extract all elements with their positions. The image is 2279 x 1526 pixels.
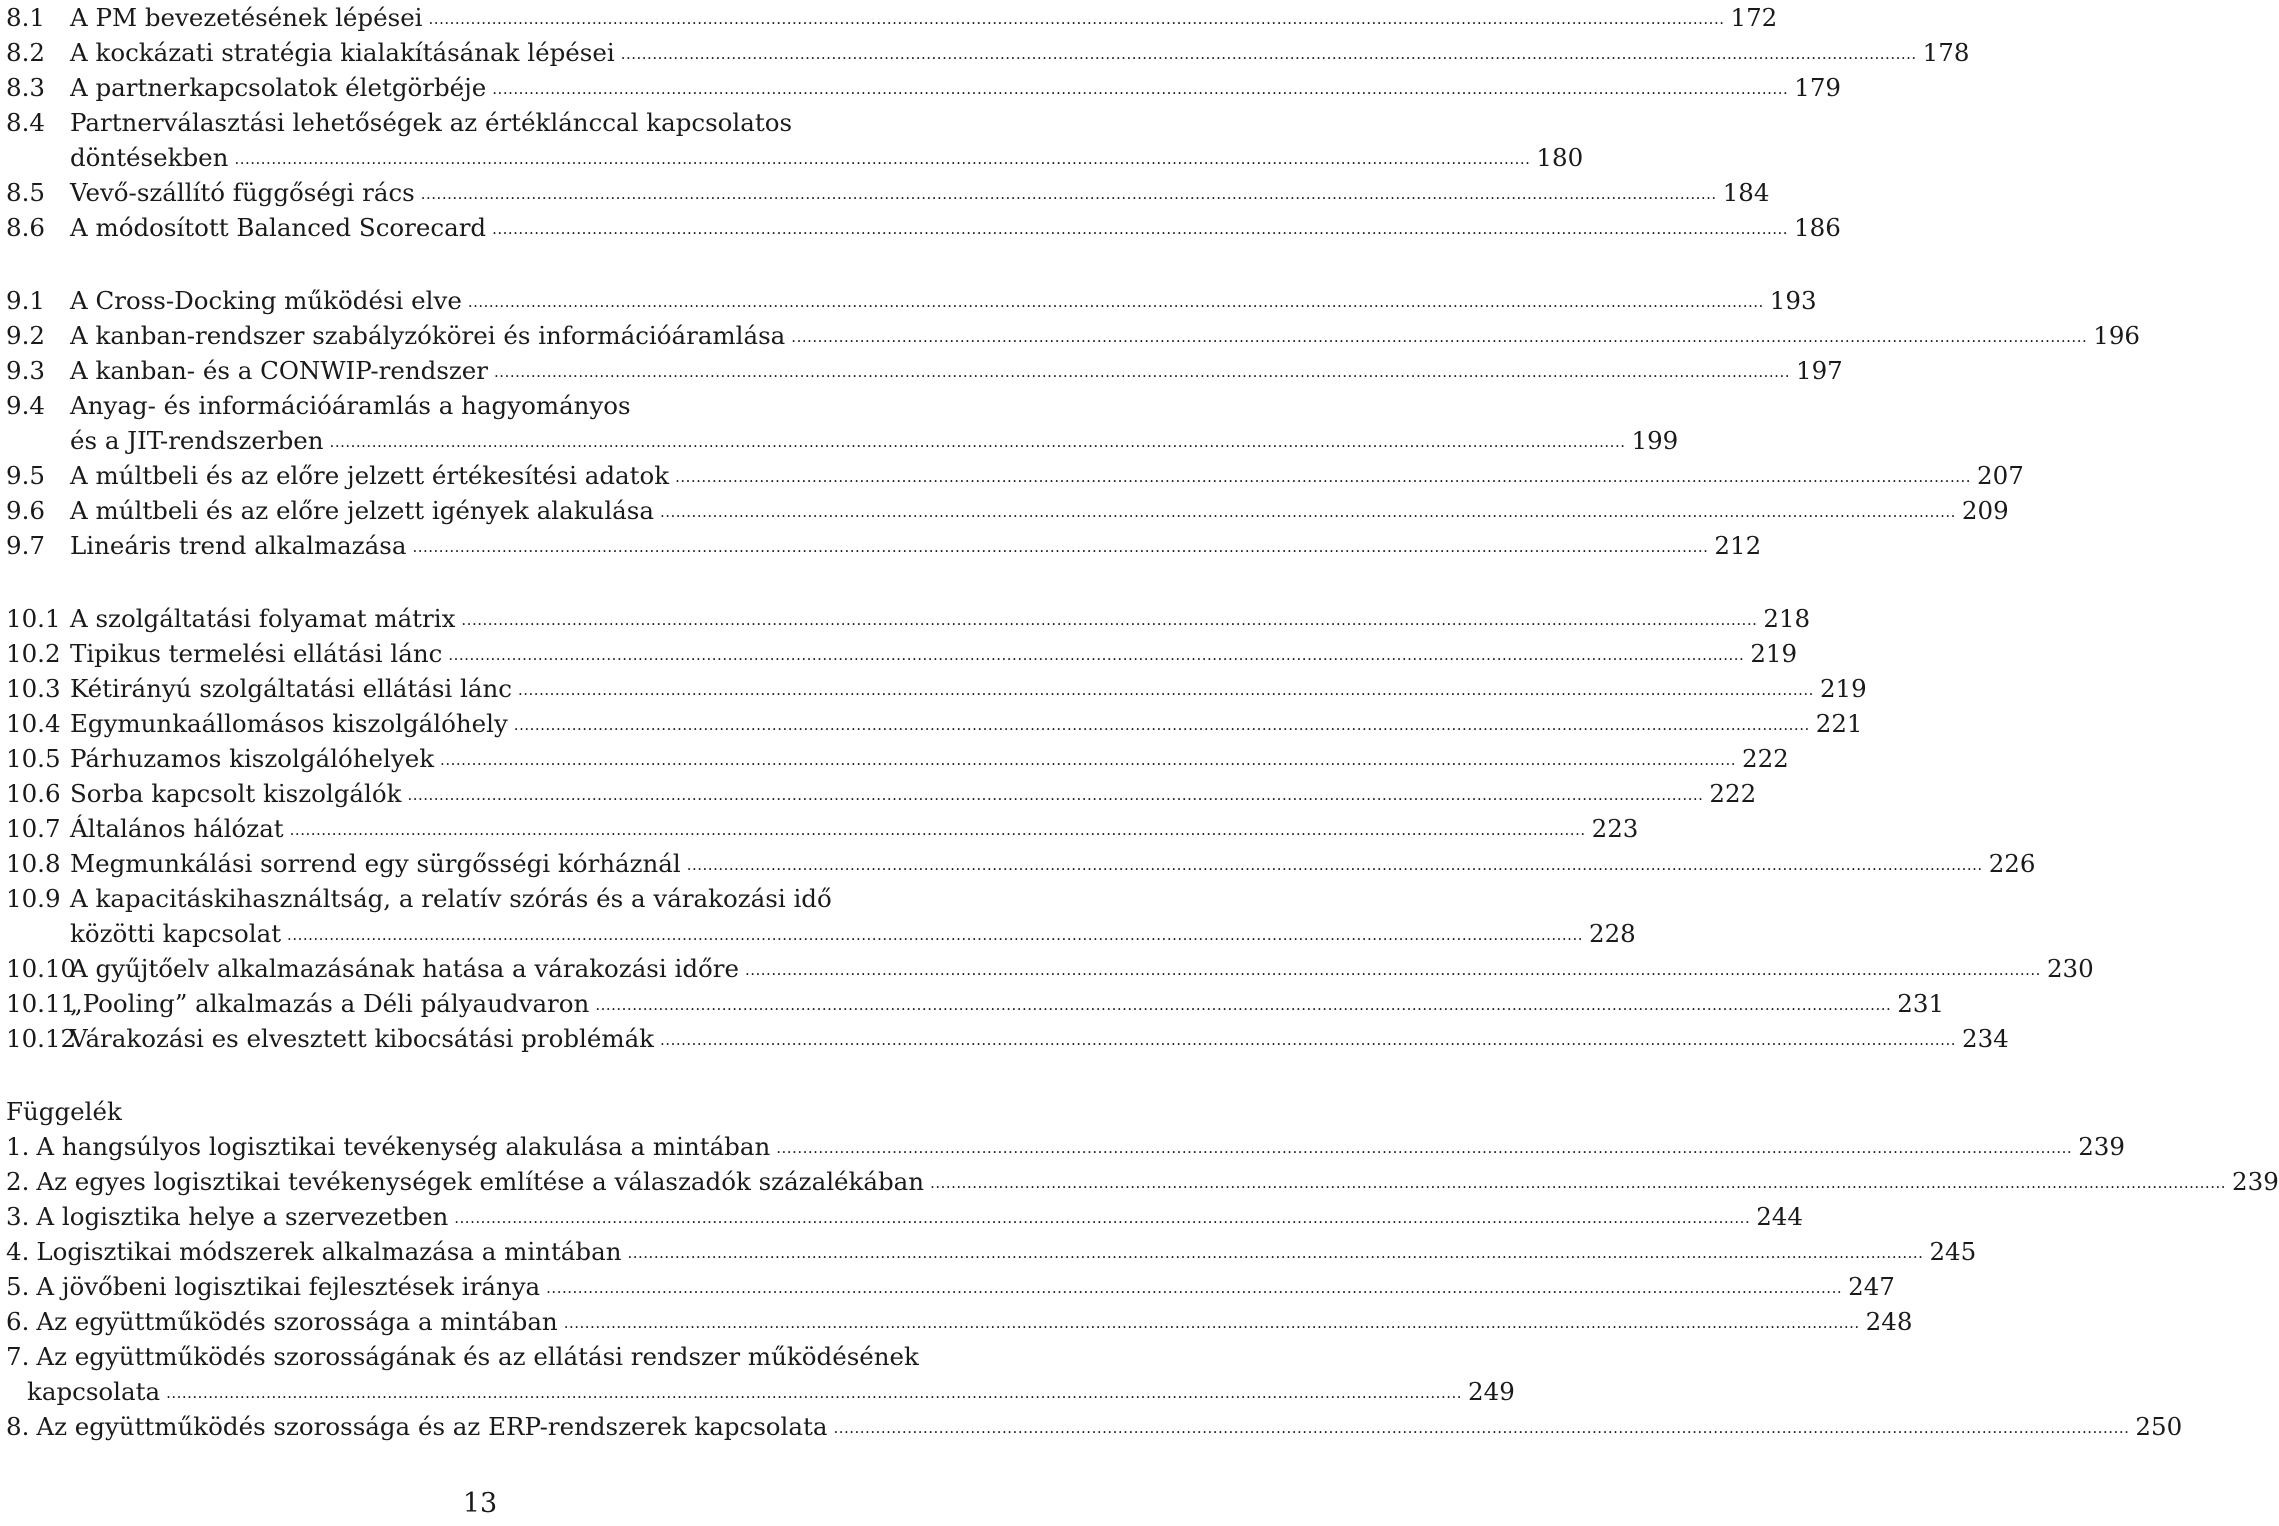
toc-entry-continuation [6, 423, 1679, 458]
entry-number: 9.2 [6, 321, 45, 350]
section-spacer [6, 245, 958, 283]
entry-title: Várakozási es elvesztett kibocsátási problémák [70, 1024, 655, 1053]
entry-number: 10.4 [6, 709, 61, 738]
entry-page: 207 [1977, 461, 2024, 490]
entry-title: Partnerválasztási lehetőségek az értéklánccal kapcsolatos [70, 108, 793, 137]
entry-page: 199 [1631, 426, 1679, 455]
entry-number: 9.5 [6, 461, 45, 490]
entry-title: Vevő-szállító függőségi rács [70, 178, 415, 207]
entry-title-continuation: közötti kapcsolat [70, 919, 282, 948]
entry-page: 184 [1722, 178, 1770, 207]
entry-title: Tipikus termelési ellátási lánc [70, 639, 443, 668]
toc-entry [6, 636, 1798, 671]
entry-page: 209 [1961, 496, 2009, 525]
entry-number: 10.3 [6, 674, 61, 703]
toc-entry [6, 175, 1770, 210]
entry-number: 9.1 [6, 286, 45, 315]
entry-title: A Cross-Docking működési elve [70, 286, 462, 315]
toc-entry [6, 105, 958, 140]
toc-entry [6, 1164, 2279, 1199]
dot-leader [546, 1271, 1842, 1306]
entry-page: 212 [1714, 531, 1762, 560]
entry-number: 6. [6, 1307, 30, 1336]
appendix-heading: Függelék [6, 1097, 122, 1126]
toc-entry [6, 986, 1945, 1021]
entry-number: 10.2 [6, 639, 61, 668]
dot-leader [461, 603, 1757, 638]
toc-entry [6, 671, 1867, 706]
entry-number: 10.5 [6, 744, 61, 773]
toc-section-10 [6, 601, 2094, 1056]
dot-leader [514, 708, 1810, 743]
entry-page: 249 [1468, 1377, 1515, 1406]
entry-title-continuation: kapcsolata [27, 1377, 161, 1406]
entry-title: A szolgáltatási folyamat mátrix [70, 604, 456, 633]
dot-leader [791, 320, 2087, 355]
entry-number: 2. [6, 1167, 30, 1196]
entry-title: A kanban-rendszer szabályzókörei és információáramlása [70, 321, 786, 350]
entry-title: „Pooling” alkalmazás a Déli pályaudvaron [70, 989, 590, 1018]
entry-number: 8.1 [6, 3, 45, 32]
dot-leader [621, 37, 1917, 72]
entry-number: 7. [6, 1342, 30, 1371]
toc-entry [6, 528, 1762, 563]
toc-entry [6, 210, 1841, 245]
toc-entry [6, 1129, 2125, 1164]
dot-leader [776, 1131, 2072, 1166]
entry-title: Lineáris trend alkalmazása [70, 531, 407, 560]
toc-section-8 [6, 0, 1970, 245]
dot-leader [564, 1306, 1860, 1341]
entry-page: 245 [1929, 1237, 1977, 1266]
entry-page: 196 [2093, 321, 2141, 350]
dot-leader [287, 918, 1583, 953]
toc-entry [6, 353, 1843, 388]
entry-title: A jövőbeni logisztikai fejlesztések iránya [36, 1272, 541, 1301]
dot-leader [494, 355, 1790, 390]
entry-page: 244 [1756, 1202, 1803, 1231]
toc-entry [6, 601, 1811, 636]
dot-leader [440, 743, 1736, 778]
dot-leader [429, 2, 1725, 37]
toc-entry [6, 493, 2009, 528]
toc-entry [6, 318, 2141, 353]
dot-leader [407, 778, 1703, 813]
entry-title: A múltbeli és az előre jelzett értékesítési adatok [70, 461, 670, 490]
entry-page: 239 [2078, 1132, 2125, 1161]
toc-entry [6, 1199, 1803, 1234]
entry-number: 10.7 [6, 814, 61, 843]
entry-page: 239 [2232, 1167, 2279, 1196]
toc-entry [6, 881, 958, 916]
entry-page: 226 [1988, 849, 2036, 878]
dot-leader [595, 988, 1891, 1023]
entry-title: A gyűjtőelv alkalmazásának hatása a várakozási időre [70, 954, 739, 983]
toc-entry [6, 741, 1789, 776]
toc-entry [6, 458, 2024, 493]
dot-leader [492, 212, 1788, 247]
entry-page: 172 [1730, 3, 1778, 32]
entry-title: A logisztika helye a szervezetben [36, 1202, 449, 1231]
dot-leader [468, 285, 1764, 320]
entry-page: 228 [1589, 919, 1636, 948]
entry-number: 10.8 [6, 849, 61, 878]
entry-page: 179 [1794, 73, 1841, 102]
toc-entry [6, 776, 1757, 811]
toc-entry-continuation [6, 1374, 1515, 1409]
dot-leader [290, 813, 1586, 848]
entry-page: 222 [1709, 779, 1757, 808]
section-spacer [6, 563, 958, 601]
dot-leader [330, 425, 1626, 460]
entry-number: 9.4 [6, 391, 45, 420]
toc-entry [6, 0, 1778, 35]
entry-title: A kockázati stratégia kialakításának lépései [70, 38, 615, 67]
entry-page: 180 [1536, 143, 1584, 172]
dot-leader [492, 72, 1788, 107]
entry-page: 247 [1848, 1272, 1895, 1301]
entry-number: 10.11 [6, 989, 77, 1018]
toc-entry [6, 1269, 1895, 1304]
entry-number: 10.10 [6, 954, 77, 983]
dot-leader [234, 142, 1530, 177]
dot-leader [421, 177, 1717, 212]
entry-number: 8. [6, 1412, 30, 1441]
entry-page: 193 [1769, 286, 1817, 315]
entry-page: 223 [1591, 814, 1639, 843]
toc-entry [6, 1409, 2183, 1444]
entry-title-continuation: döntésekben [70, 143, 229, 172]
entry-number: 10.12 [6, 1024, 77, 1053]
dot-leader [448, 638, 1744, 673]
entry-number: 5. [6, 1272, 30, 1301]
entry-title-continuation: és a JIT-rendszerben [70, 426, 324, 455]
entry-number: 10.9 [6, 884, 61, 913]
entry-number: 10.1 [6, 604, 61, 633]
entry-page: 186 [1794, 213, 1841, 242]
entry-title: A PM bevezetésének lépései [70, 3, 423, 32]
dot-leader [675, 460, 1971, 495]
entry-title: Az együttműködés szorossága a mintában [36, 1307, 558, 1336]
dot-leader [518, 673, 1814, 708]
dot-leader [660, 495, 1956, 530]
entry-page: 250 [2135, 1412, 2183, 1441]
entry-page: 230 [2046, 954, 2094, 983]
entry-title: A kanban- és a CONWIP-rendszer [70, 356, 489, 385]
entry-title: Anyag- és információáramlás a hagyományos [70, 391, 631, 420]
toc-entry [6, 706, 1863, 741]
dot-leader [833, 1411, 2129, 1446]
entry-number: 8.6 [6, 213, 45, 242]
entry-page: 197 [1795, 356, 1843, 385]
entry-title: Az együttműködés szorosságának és az ellátási rendszer működésének [36, 1342, 919, 1371]
dot-leader [166, 1376, 1462, 1411]
entry-page: 248 [1865, 1307, 1913, 1336]
toc-section-9 [6, 283, 2141, 563]
entry-page: 218 [1763, 604, 1811, 633]
dot-leader [454, 1201, 1750, 1236]
dot-leader [745, 953, 2041, 988]
entry-page: 234 [1961, 1024, 2009, 1053]
entry-page: 219 [1750, 639, 1798, 668]
entry-number: 9.3 [6, 356, 45, 385]
entry-title: A partnerkapcsolatok életgörbéje [70, 73, 487, 102]
toc-entry [6, 1339, 958, 1374]
toc-entry-continuation [6, 916, 1636, 951]
entry-number: 9.6 [6, 496, 45, 525]
toc-entry [6, 70, 1841, 105]
entry-page: 221 [1815, 709, 1863, 738]
entry-page: 178 [1922, 38, 1970, 67]
toc-entry [6, 35, 1970, 70]
dot-leader [687, 848, 1983, 883]
toc-entry [6, 951, 2094, 986]
entry-number: 10.6 [6, 779, 61, 808]
entry-number: 8.5 [6, 178, 45, 207]
entry-title: A múltbeli és az előre jelzett igények alakulása [70, 496, 654, 525]
toc-entry [6, 811, 1639, 846]
entry-number: 8.4 [6, 108, 45, 137]
entry-title: Sorba kapcsolt kiszolgálók [70, 779, 402, 808]
toc-entry [6, 846, 2036, 881]
entry-title: Az egyes logisztikai tevékenységek említése a válaszadók százalékában [36, 1167, 925, 1196]
entry-page: 219 [1819, 674, 1867, 703]
entry-number: 3. [6, 1202, 30, 1231]
dot-leader [660, 1023, 1956, 1058]
toc-entry [6, 283, 1817, 318]
toc-entry [6, 1021, 2009, 1056]
toc-entry-continuation [6, 140, 1584, 175]
entry-title: Kétirányú szolgáltatási ellátási lánc [70, 674, 512, 703]
toc-entry [6, 1234, 1977, 1269]
entry-number: 1. [6, 1132, 30, 1161]
entry-title: A módosított Balanced Scorecard [70, 213, 487, 242]
entry-title: A hangsúlyos logisztikai tevékenység alakulása a mintában [36, 1132, 771, 1161]
entry-number: 8.2 [6, 38, 45, 67]
table-of-contents [6, 0, 2279, 1444]
entry-title: Logisztikai módszerek alkalmazása a mintában [36, 1237, 622, 1266]
entry-page: 231 [1897, 989, 1945, 1018]
entry-number: 8.3 [6, 73, 45, 102]
entry-title: A kapacitáskihasználtság, a relatív szórás és a várakozási idő [70, 884, 832, 913]
toc-appendix [6, 1129, 2279, 1444]
entry-title: Egymunkaállomásos kiszolgálóhely [70, 709, 508, 738]
entry-number: 9.7 [6, 531, 45, 560]
dot-leader [627, 1236, 1923, 1271]
toc-entry [6, 1304, 1913, 1339]
entry-title: Az együttműködés szorossága és az ERP-rendszerek kapcsolata [36, 1412, 828, 1441]
toc-entry [6, 388, 958, 423]
page-number: 13 [462, 1488, 498, 1519]
section-spacer [6, 1056, 958, 1094]
entry-page: 222 [1742, 744, 1789, 773]
entry-title: Párhuzamos kiszolgálóhelyek [70, 744, 435, 773]
entry-number: 4. [6, 1237, 30, 1266]
entry-title: Megmunkálási sorrend egy sürgősségi kórháznál [70, 849, 681, 878]
entry-title: Általános hálózat [70, 814, 284, 843]
dot-leader [930, 1166, 2226, 1201]
dot-leader [412, 530, 1708, 565]
